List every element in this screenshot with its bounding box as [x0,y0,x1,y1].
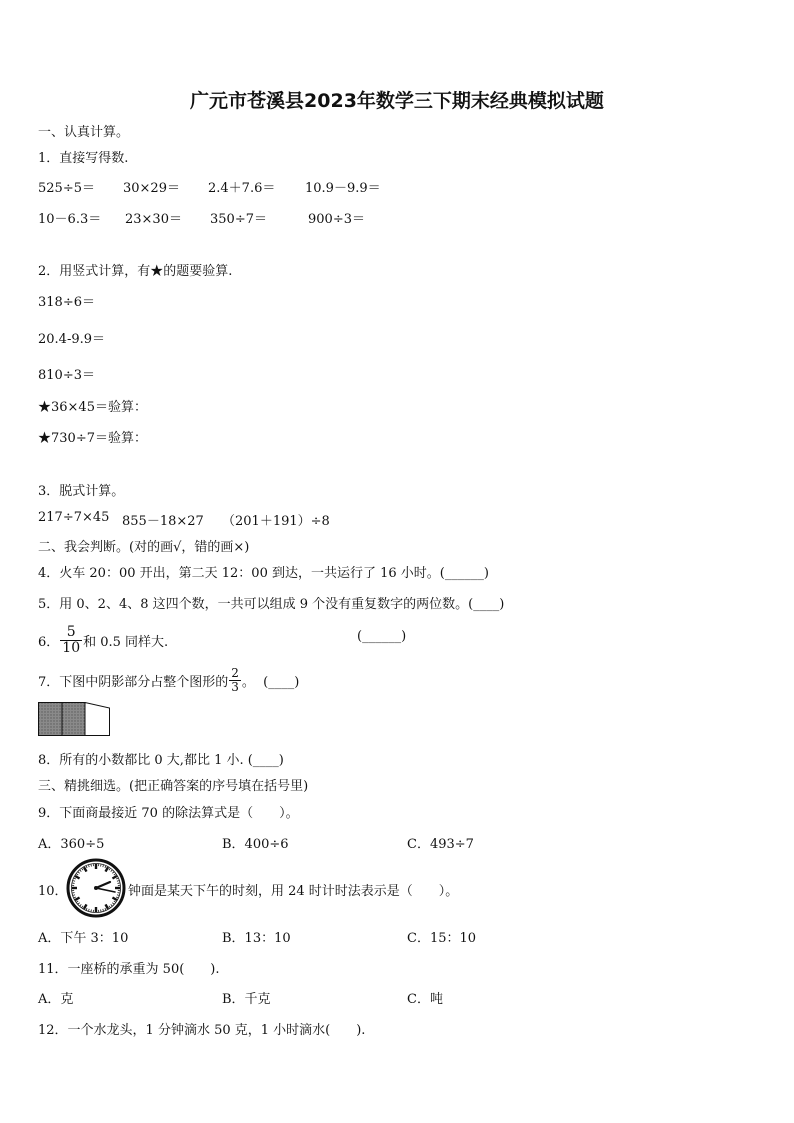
q2-item: 810÷3＝ [38,368,95,383]
q6-prefix: 6． [38,634,60,650]
q7-fraction [229,667,241,693]
bar-part-shaded [39,703,63,736]
q1-expr: 350÷7＝ [210,212,267,227]
q9-option-a: A．360÷5 [38,837,105,852]
q1-expr: 30×29＝ [123,181,180,196]
q7-frac-num: 2 [231,665,239,680]
q11-option-b: B．千克 [222,992,271,1007]
q2-item: 318÷6＝ [38,295,95,310]
q1-expr: 2.4＋7.6＝ [208,181,276,196]
q9-label: 9．下面商最接近 70 的除法算式是（ ）。 [38,806,299,821]
clock-icon [66,858,126,918]
q7-bar-figure [38,702,110,736]
section-3-heading: 三、精挑细选。(把正确答案的序号填在括号里) [38,779,309,794]
q2-label: 2．用竖式计算，有★的题要验算. [38,264,233,279]
q1-label: 1．直接写得数. [38,151,129,166]
q1-expr: 525÷5＝ [38,181,95,196]
q6-fraction [60,625,82,655]
q10-text: 钟面是某天下午的时刻，用 24 时计时法表示是（ ）。 [128,884,459,899]
q12-label: 12．一个水龙头，1 分钟滴水 50 克，1 小时滴水( ). [38,1023,366,1038]
section-2-heading: 二、我会判断。(对的画√，错的画×) [38,540,250,555]
q8: 8．所有的小数都比 0 大,都比 1 小. (____) [38,753,284,768]
page-title: 广元市苍溪县2023年数学三下期末经典模拟试题 [190,90,604,112]
q11-label: 11．一座桥的承重为 50( ). [38,962,220,977]
q3-label: 3．脱式计算。 [38,484,125,499]
q9-option-c: C．493÷7 [407,837,474,852]
q10-option-a: A．下午 3：10 [38,931,129,946]
q11-option-a: A．克 [38,992,74,1007]
q6 [38,620,168,660]
section-1-heading: 一、认真计算。 [38,125,130,140]
q9-option-b: B．400÷6 [222,837,289,852]
q1-expr: 900÷3＝ [308,212,365,227]
q6-frac-num: 5 [66,623,76,640]
q7-suffix: 。 (____) [241,674,300,690]
q2-item: 20.4-9.9＝ [38,332,106,347]
q10-option-b: B．13：10 [222,931,291,946]
q6-blank: (______) [357,629,407,644]
q7-prefix: 7．下图中阴影部分占整个图形的 [38,674,229,690]
q1-expr: 10.9－9.9＝ [305,181,381,196]
q1-expr: 23×30＝ [125,212,182,227]
q7 [38,664,299,696]
q3-item: 855－18×27 [122,514,204,529]
bar-part-shaded [62,703,85,736]
q3-item: （201＋191）÷8 [222,514,330,529]
q1-expr: 10－6.3＝ [38,212,102,227]
q5: 5．用 0、2、4、8 这四个数，一共可以组成 9 个没有重复数字的两位数。(____) [38,597,505,612]
q4: 4．火车 20：00 开出，第二天 12：00 到达，一共运行了 16 小时。(______) [38,566,489,581]
q6-text: 和 0.5 同样大. [83,634,169,650]
q2-item: ★730÷7＝验算： [38,431,147,446]
q2-item: ★36×45＝验算： [38,400,147,415]
q11-option-c: C．吨 [407,992,443,1007]
q10-option-c: C．15：10 [407,931,477,946]
q6-frac-den: 10 [62,639,81,656]
bar-part-unshaded [85,703,110,736]
q3-item: 217÷7×45 [38,510,110,525]
q10-prefix: 10． [38,884,68,899]
q7-frac-den: 3 [231,679,239,694]
